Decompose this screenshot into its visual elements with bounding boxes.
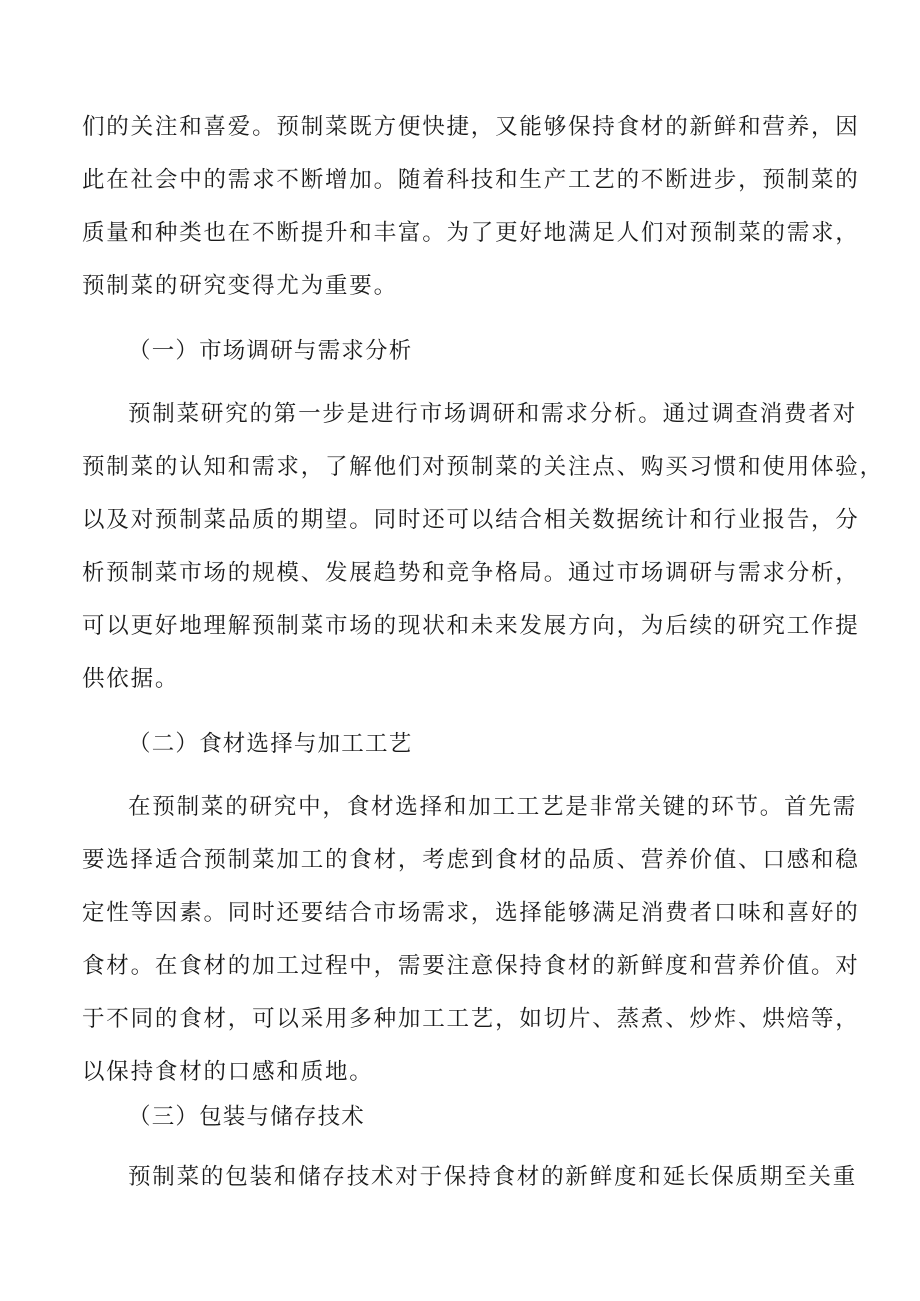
paragraph-line: 预制菜的认知和需求，了解他们对预制菜的关注点、购买习惯和使用体验， <box>82 454 884 480</box>
paragraph-line: 于不同的食材，可以采用多种加工工艺，如切片、蒸煮、炒炸、烘焙等， <box>82 1006 860 1032</box>
paragraph-line: 食材。在食材的加工过程中，需要注意保持食材的新鲜度和营养价值。对 <box>82 953 860 979</box>
paragraph-line: 此在社会中的需求不断增加。随着科技和生产工艺的不断进步，预制菜的 <box>82 167 860 193</box>
section-heading-2: （二）食材选择与加工工艺 <box>128 731 413 757</box>
section-heading-1: （一）市场调研与需求分析 <box>128 338 413 364</box>
paragraph-line: 质量和种类也在不断提升和丰富。为了更好地满足人们对预制菜的需求， <box>82 220 860 246</box>
paragraph-line: 供依据。 <box>82 666 180 692</box>
paragraph-line: 们的关注和喜爱。预制菜既方便快捷，又能够保持食材的新鲜和营养，因 <box>82 114 860 140</box>
paragraph-line: 以及对预制菜品质的期望。同时还可以结合相关数据统计和行业报告，分 <box>82 507 860 533</box>
paragraph-line: 要选择适合预制菜加工的食材，考虑到食材的品质、营养价值、口感和稳 <box>82 847 860 873</box>
section-heading-3: （三）包装与储存技术 <box>128 1104 366 1130</box>
paragraph-line: 可以更好地理解预制菜市场的现状和未来发展方向，为后续的研究工作提 <box>82 613 860 639</box>
paragraph-line: 以保持食材的口感和质地。 <box>82 1059 374 1085</box>
paragraph-line: 析预制菜市场的规模、发展趋势和竞争格局。通过市场调研与需求分析， <box>82 560 860 586</box>
paragraph-line: 预制菜的包装和储存技术对于保持食材的新鲜度和延长保质期至关重 <box>128 1164 858 1190</box>
paragraph-line: 在预制菜的研究中，食材选择和加工工艺是非常关键的环节。首先需 <box>128 794 858 820</box>
paragraph-line: 定性等因素。同时还要结合市场需求，选择能够满足消费者口味和喜好的 <box>82 900 860 926</box>
paragraph-line: 预制菜研究的第一步是进行市场调研和需求分析。通过调查消费者对 <box>128 401 858 427</box>
paragraph-line: 预制菜的研究变得尤为重要。 <box>82 273 398 299</box>
